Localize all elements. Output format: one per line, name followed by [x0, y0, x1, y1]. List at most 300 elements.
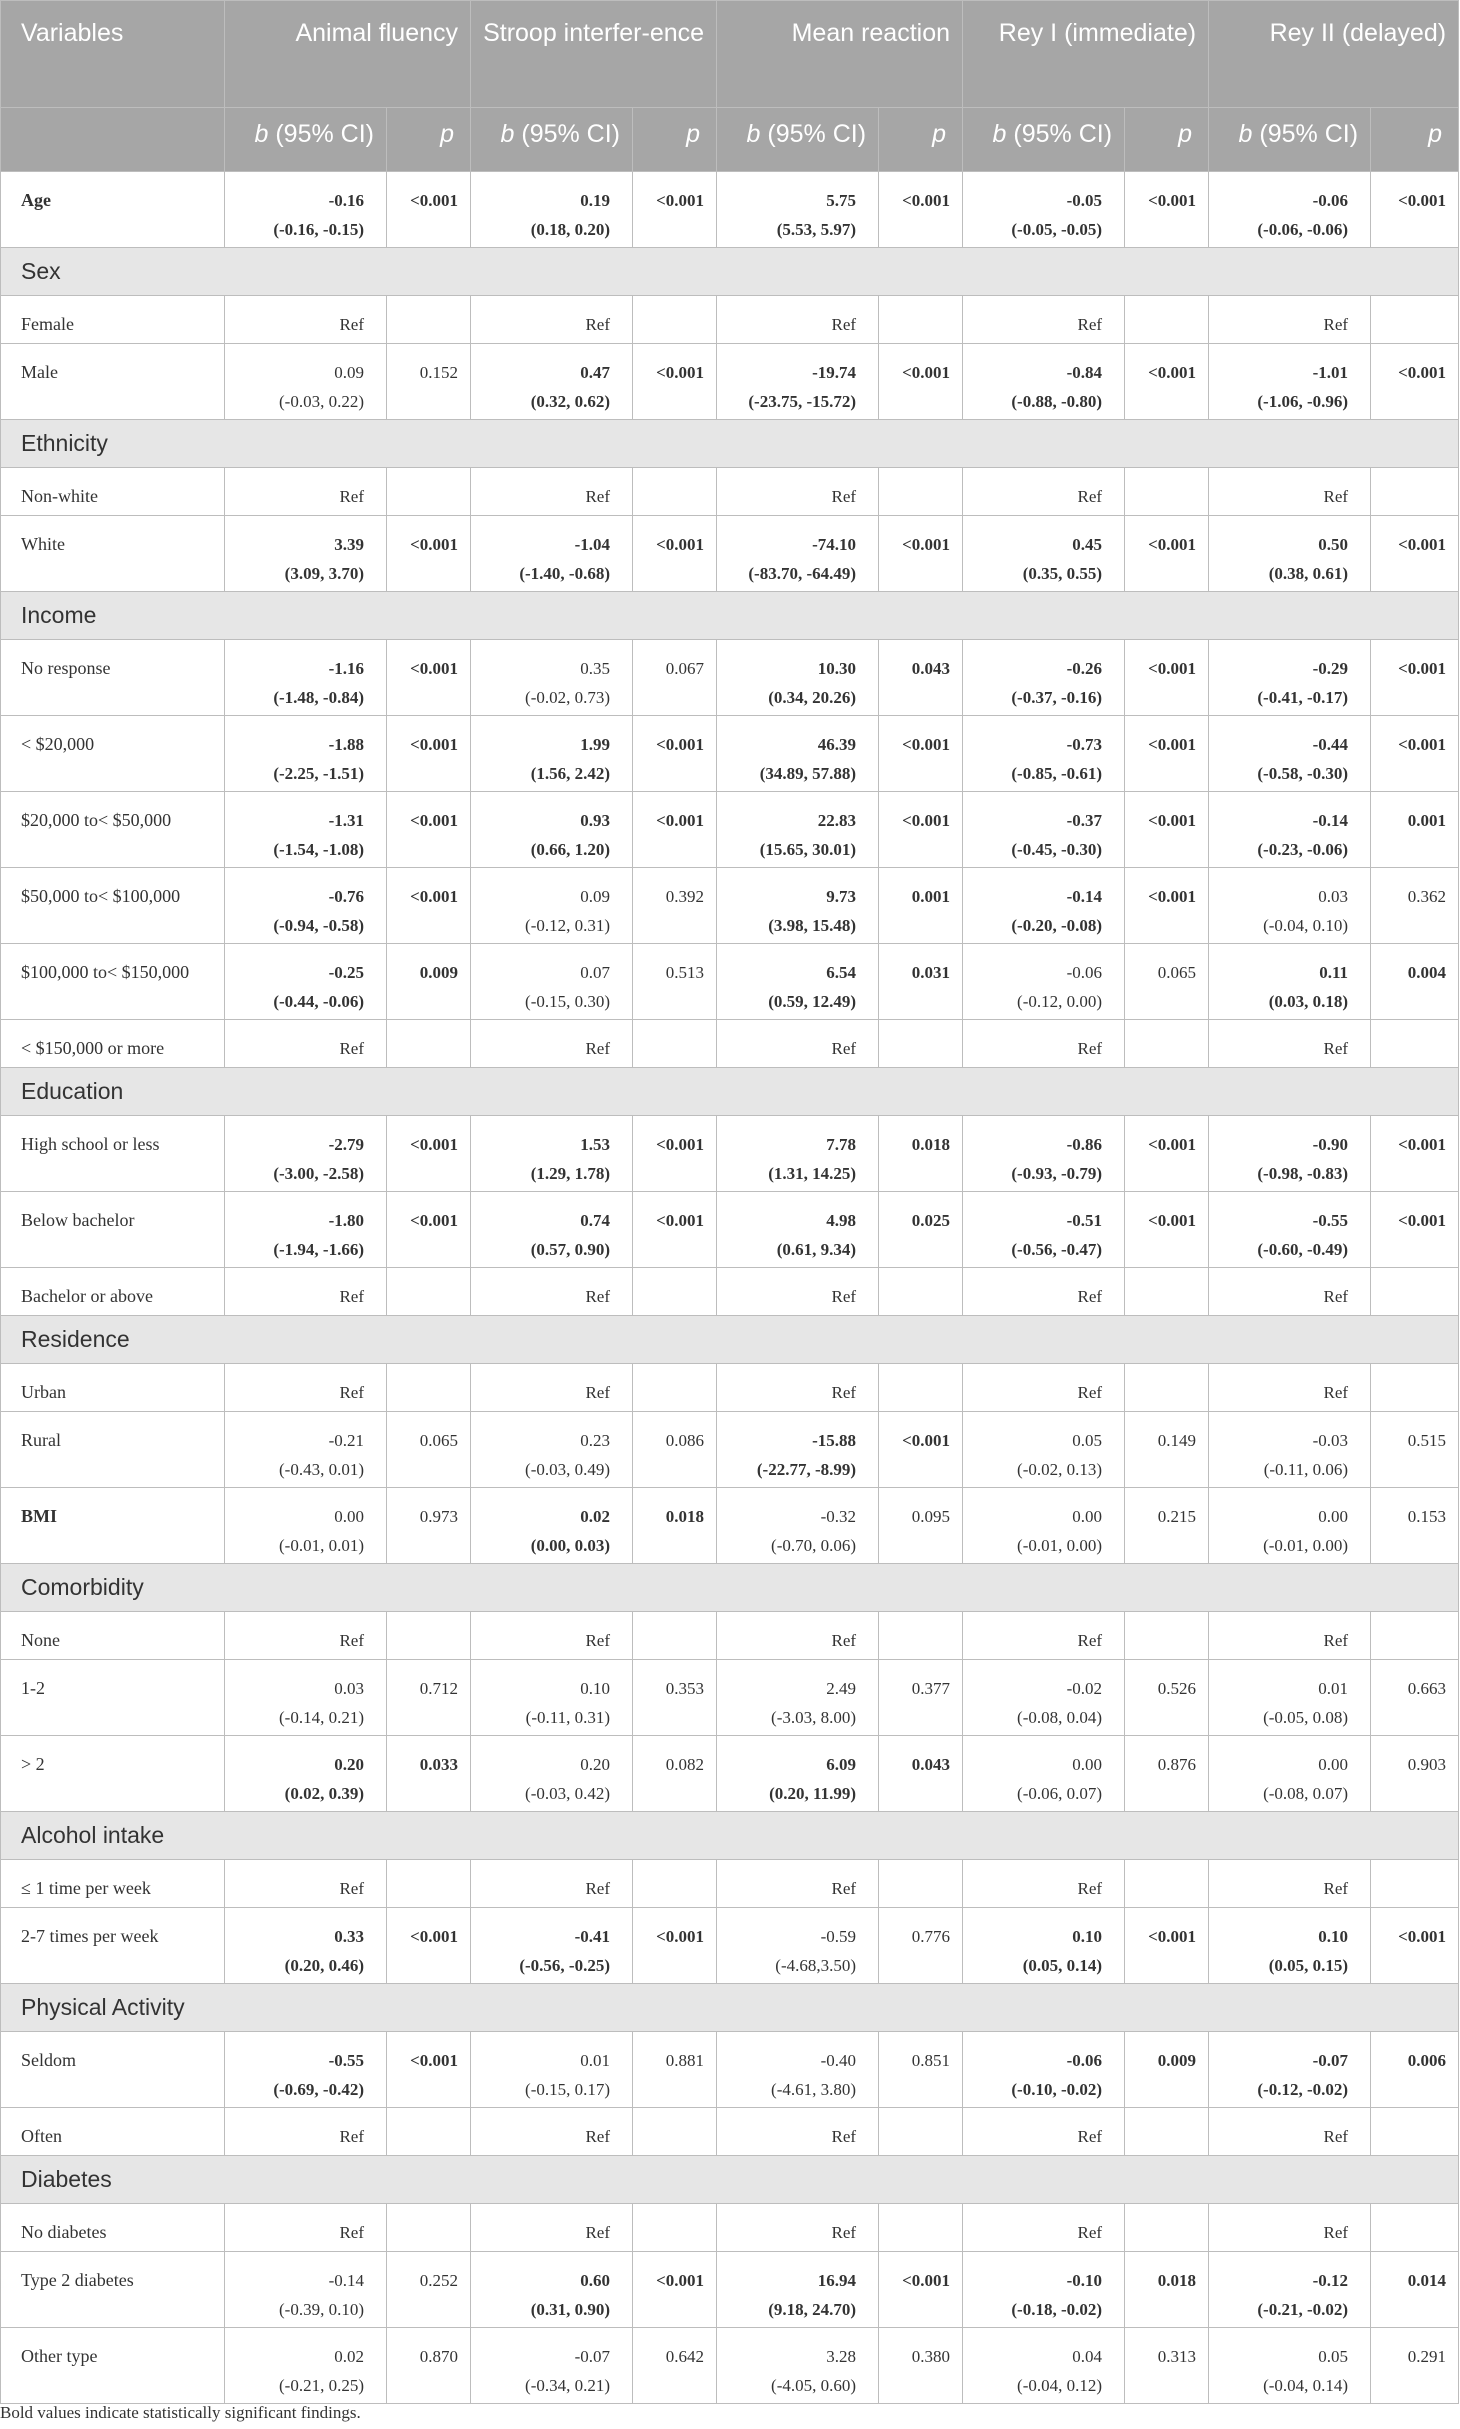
p-value-cell: <0.001 [1125, 1192, 1209, 1268]
confidence-interval: (-83.70, -64.49) [748, 564, 857, 583]
row-label: Urban [1, 1364, 225, 1412]
confidence-interval: (-0.06, -0.06) [1257, 220, 1349, 239]
table-row [1, 1660, 1459, 1736]
estimate-cell [717, 868, 879, 944]
empty-p-cell [387, 1020, 471, 1068]
p-value-cell: <0.001 [633, 1192, 717, 1268]
p-value-cell: 0.067 [633, 640, 717, 716]
section-row [1, 2156, 1459, 2204]
estimate-value: -0.14 [1066, 887, 1103, 906]
row-label: High school or less [1, 1116, 225, 1192]
estimate-cell [1209, 2328, 1371, 2404]
confidence-interval: (-0.08, 0.07) [1263, 1784, 1349, 1803]
header-p-symbol: p [1178, 120, 1193, 148]
estimate-cell [963, 1908, 1125, 1984]
estimate-value: 6.54 [826, 963, 857, 982]
confidence-interval: (0.05, 0.14) [1022, 1956, 1103, 1975]
p-value-cell: <0.001 [633, 344, 717, 420]
ref-cell: Ref [225, 1364, 387, 1412]
estimate-cell [717, 2032, 879, 2108]
section-label: Physical Activity [1, 1984, 1459, 2032]
p-value-cell: 0.526 [1125, 1660, 1209, 1736]
p-value-cell: 0.043 [879, 640, 963, 716]
estimate-value: 16.94 [817, 2271, 857, 2290]
empty-p-cell [633, 1020, 717, 1068]
p-value-cell: <0.001 [1371, 1192, 1459, 1268]
empty-p-cell [387, 296, 471, 344]
ref-cell: Ref [717, 1268, 879, 1316]
estimate-cell [717, 516, 879, 592]
confidence-interval: (1.56, 2.42) [530, 764, 611, 783]
p-value-cell: <0.001 [1125, 516, 1209, 592]
section-label: Education [1, 1068, 1459, 1116]
p-value-cell: 0.362 [1371, 868, 1459, 944]
p-value-cell: <0.001 [387, 2032, 471, 2108]
p-value-cell: 0.712 [387, 1660, 471, 1736]
header-p-value [1371, 108, 1459, 172]
estimate-value: -0.86 [1066, 1135, 1103, 1154]
ref-cell: Ref [963, 1612, 1125, 1660]
empty-p-cell [633, 1268, 717, 1316]
estimate-cell [1209, 792, 1371, 868]
ref-cell: Ref [471, 1268, 633, 1316]
ref-cell: Ref [963, 2204, 1125, 2252]
estimate-cell [471, 1660, 633, 1736]
ref-cell: Ref [471, 1860, 633, 1908]
ref-cell: Ref [963, 1364, 1125, 1412]
estimate-value: 9.73 [826, 887, 857, 906]
estimate-cell [471, 640, 633, 716]
header-p-value [879, 108, 963, 172]
confidence-interval: (0.38, 0.61) [1268, 564, 1349, 583]
estimate-cell [471, 716, 633, 792]
estimate-value: 5.75 [826, 191, 857, 210]
estimate-cell [471, 1488, 633, 1564]
estimate-cell [717, 1488, 879, 1564]
p-value-cell: 0.065 [1125, 944, 1209, 1020]
p-value-cell: <0.001 [633, 1116, 717, 1192]
header-p-value [1125, 108, 1209, 172]
header-p-symbol: p [1428, 120, 1443, 148]
p-value-cell: <0.001 [633, 516, 717, 592]
header-b-symbol: b [746, 120, 761, 148]
p-value-cell: 0.903 [1371, 1736, 1459, 1812]
confidence-interval: (-0.15, 0.17) [525, 2080, 611, 2099]
estimate-value: 0.00 [334, 1507, 364, 1526]
ref-cell: Ref [1209, 1020, 1371, 1068]
empty-p-cell [879, 1020, 963, 1068]
estimate-cell [225, 1908, 387, 1984]
p-value-cell: <0.001 [387, 516, 471, 592]
estimate-value: -0.37 [1066, 811, 1103, 830]
estimate-value: -0.14 [1312, 811, 1349, 830]
row-label: $50,000 to< $100,000 [1, 868, 225, 944]
confidence-interval: (0.35, 0.55) [1022, 564, 1103, 583]
confidence-interval: (5.53, 5.97) [776, 220, 857, 239]
estimate-cell [963, 1488, 1125, 1564]
header-ci-label: (95% CI) [760, 120, 867, 148]
estimate-value: -0.21 [328, 1431, 364, 1450]
row-label: Below bachelor [1, 1192, 225, 1268]
ref-cell: Ref [471, 1364, 633, 1412]
ref-cell: Ref [963, 1020, 1125, 1068]
estimate-value: -0.07 [1312, 2051, 1349, 2070]
confidence-interval: (-4.05, 0.60) [771, 2376, 857, 2395]
estimate-cell [963, 640, 1125, 716]
confidence-interval: (-0.11, 0.31) [525, 1708, 611, 1727]
confidence-interval: (-0.06, 0.07) [1017, 1784, 1103, 1803]
row-label: ≤ 1 time per week [1, 1860, 225, 1908]
row-label: Often [1, 2108, 225, 2156]
p-value-cell: <0.001 [387, 640, 471, 716]
estimate-cell [225, 344, 387, 420]
estimate-cell [1209, 172, 1371, 248]
confidence-interval: (-0.14, 0.21) [279, 1708, 364, 1727]
estimate-cell [471, 344, 633, 420]
empty-p-cell [879, 2108, 963, 2156]
confidence-interval: (0.66, 1.20) [530, 840, 611, 859]
p-value-cell: 0.153 [1371, 1488, 1459, 1564]
p-value-cell: 0.018 [1125, 2252, 1209, 2328]
p-value-cell: <0.001 [879, 716, 963, 792]
section-label: Residence [1, 1316, 1459, 1364]
confidence-interval: (-0.93, -0.79) [1011, 1164, 1103, 1183]
header-b-symbol: b [1238, 120, 1253, 148]
estimate-value: -0.44 [1312, 735, 1349, 754]
empty-p-cell [879, 2204, 963, 2252]
p-value-cell: 0.876 [1125, 1736, 1209, 1812]
header-outcome: Rey I (immediate) [963, 1, 1209, 108]
estimate-cell [1209, 640, 1371, 716]
p-value-cell: <0.001 [1371, 1116, 1459, 1192]
empty-p-cell [879, 1612, 963, 1660]
p-value-cell: <0.001 [879, 344, 963, 420]
empty-p-cell [1125, 1612, 1209, 1660]
confidence-interval: (-4.61, 3.80) [771, 2080, 857, 2099]
row-label: None [1, 1612, 225, 1660]
p-value-cell: 0.149 [1125, 1412, 1209, 1488]
confidence-interval: (-0.12, -0.02) [1257, 2080, 1349, 2099]
row-label: 2-7 times per week [1, 1908, 225, 1984]
estimate-cell [1209, 1488, 1371, 1564]
empty-p-cell [1125, 2204, 1209, 2252]
confidence-interval: (-0.37, -0.16) [1011, 688, 1103, 707]
estimate-cell [471, 2252, 633, 2328]
estimate-value: 0.11 [1319, 963, 1349, 982]
confidence-interval: (15.65, 30.01) [759, 840, 857, 859]
confidence-interval: (-0.39, 0.10) [279, 2300, 364, 2319]
estimate-cell [471, 1736, 633, 1812]
p-value-cell: <0.001 [1371, 640, 1459, 716]
table-row [1, 1488, 1459, 1564]
empty-p-cell [1125, 1020, 1209, 1068]
estimate-value: -0.14 [328, 2271, 364, 2290]
confidence-interval: (-0.12, 0.31) [525, 916, 611, 935]
estimate-value: 0.09 [334, 363, 364, 382]
empty-p-cell [879, 1860, 963, 1908]
estimate-value: -0.84 [1066, 363, 1103, 382]
estimate-value: 0.03 [334, 1679, 364, 1698]
confidence-interval: (-0.03, 0.49) [525, 1460, 611, 1479]
confidence-interval: (-0.12, 0.00) [1017, 992, 1103, 1011]
estimate-cell [963, 2032, 1125, 2108]
reference-row [1, 1020, 1459, 1068]
table-row [1, 2032, 1459, 2108]
estimate-cell [717, 2328, 879, 2404]
ref-cell: Ref [1209, 468, 1371, 516]
confidence-interval: (-1.06, -0.96) [1257, 392, 1349, 411]
ref-cell: Ref [1209, 1860, 1371, 1908]
estimate-value: -2.79 [328, 1135, 364, 1154]
section-row [1, 592, 1459, 640]
confidence-interval: (-0.41, -0.17) [1257, 688, 1349, 707]
ref-cell: Ref [225, 1860, 387, 1908]
estimate-cell [717, 1412, 879, 1488]
p-value-cell: 0.642 [633, 2328, 717, 2404]
ref-cell: Ref [1209, 1268, 1371, 1316]
empty-p-cell [879, 1268, 963, 1316]
header-estimate-ci [1209, 108, 1371, 172]
empty-p-cell [633, 468, 717, 516]
empty-p-cell [1125, 468, 1209, 516]
reference-row [1, 468, 1459, 516]
estimate-value: 0.93 [580, 811, 611, 830]
estimate-cell [225, 2328, 387, 2404]
p-value-cell: 0.377 [879, 1660, 963, 1736]
ref-cell: Ref [717, 1612, 879, 1660]
p-value-cell: <0.001 [879, 172, 963, 248]
p-value-cell: 0.082 [633, 1736, 717, 1812]
reference-row [1, 2108, 1459, 2156]
estimate-cell [963, 868, 1125, 944]
p-value-cell: <0.001 [1125, 172, 1209, 248]
estimate-value: 6.09 [826, 1755, 857, 1774]
estimate-value: -0.90 [1312, 1135, 1349, 1154]
confidence-interval: (-0.34, 0.21) [525, 2376, 611, 2395]
ref-cell: Ref [471, 2108, 633, 2156]
estimate-cell [1209, 344, 1371, 420]
header-estimate-ci [225, 108, 387, 172]
estimate-value: -19.74 [812, 363, 857, 382]
p-value-cell: 0.018 [633, 1488, 717, 1564]
estimate-cell [471, 1412, 633, 1488]
confidence-interval: (-0.56, -0.25) [519, 1956, 611, 1975]
confidence-interval: (-0.69, -0.42) [273, 2080, 364, 2099]
section-label: Diabetes [1, 2156, 1459, 2204]
estimate-value: 0.33 [334, 1927, 364, 1946]
empty-p-cell [633, 2204, 717, 2252]
confidence-interval: (-0.21, 0.25) [279, 2376, 364, 2395]
p-value-cell: <0.001 [633, 2252, 717, 2328]
ref-cell: Ref [963, 2108, 1125, 2156]
confidence-interval: (-0.01, 0.00) [1017, 1536, 1103, 1555]
ref-cell: Ref [963, 1268, 1125, 1316]
p-value-cell: <0.001 [1371, 1908, 1459, 1984]
estimate-value: 0.02 [580, 1507, 611, 1526]
p-value-cell: 0.006 [1371, 2032, 1459, 2108]
header-ci-label: (95% CI) [1006, 120, 1113, 148]
header-estimate-ci [717, 108, 879, 172]
estimate-cell [1209, 868, 1371, 944]
p-value-cell: <0.001 [1371, 516, 1459, 592]
estimate-cell [963, 1412, 1125, 1488]
header-blank [1, 108, 225, 172]
estimate-cell [471, 1192, 633, 1268]
estimate-cell [471, 944, 633, 1020]
section-row [1, 1316, 1459, 1364]
estimate-value: -74.10 [812, 535, 857, 554]
p-value-cell: 0.018 [879, 1116, 963, 1192]
confidence-interval: (0.05, 0.15) [1268, 1956, 1349, 1975]
row-label: Age [1, 172, 225, 248]
confidence-interval: (-0.20, -0.08) [1011, 916, 1103, 935]
estimate-cell [717, 2252, 879, 2328]
estimate-value: 3.28 [826, 2347, 857, 2366]
p-value-cell: 0.870 [387, 2328, 471, 2404]
ref-cell: Ref [225, 1268, 387, 1316]
p-value-cell: 0.776 [879, 1908, 963, 1984]
estimate-value: -1.88 [328, 735, 364, 754]
estimate-value: -15.88 [812, 1431, 857, 1450]
confidence-interval: (-3.00, -2.58) [273, 1164, 364, 1183]
reference-row [1, 1612, 1459, 1660]
confidence-interval: (-0.10, -0.02) [1011, 2080, 1103, 2099]
estimate-cell [717, 1908, 879, 1984]
row-label: Rural [1, 1412, 225, 1488]
ref-cell: Ref [1209, 2204, 1371, 2252]
empty-p-cell [1371, 2108, 1459, 2156]
p-value-cell: 0.009 [387, 944, 471, 1020]
estimate-value: -0.73 [1066, 735, 1103, 754]
estimate-cell [963, 1660, 1125, 1736]
confidence-interval: (-0.60, -0.49) [1257, 1240, 1349, 1259]
confidence-interval: (0.02, 0.39) [284, 1784, 364, 1803]
confidence-interval: (-0.04, 0.10) [1263, 916, 1349, 935]
row-label: White [1, 516, 225, 592]
confidence-interval: (3.98, 15.48) [768, 916, 857, 935]
header-outcome: Rey II (delayed) [1209, 1, 1459, 108]
estimate-cell [225, 1116, 387, 1192]
table-row [1, 868, 1459, 944]
estimate-value: 7.78 [826, 1135, 857, 1154]
estimate-cell [225, 172, 387, 248]
ref-cell: Ref [225, 2108, 387, 2156]
p-value-cell: <0.001 [387, 1192, 471, 1268]
confidence-interval: (0.31, 0.90) [530, 2300, 611, 2319]
estimate-value: 0.50 [1318, 535, 1349, 554]
empty-p-cell [1371, 2204, 1459, 2252]
estimate-value: -1.31 [328, 811, 364, 830]
row-label: No diabetes [1, 2204, 225, 2252]
p-value-cell: <0.001 [1125, 344, 1209, 420]
estimate-value: -1.04 [574, 535, 611, 554]
confidence-interval: (0.20, 0.46) [284, 1956, 364, 1975]
ref-cell: Ref [1209, 2108, 1371, 2156]
p-value-cell: 0.215 [1125, 1488, 1209, 1564]
confidence-interval: (-0.18, -0.02) [1011, 2300, 1103, 2319]
estimate-cell [717, 1116, 879, 1192]
empty-p-cell [1371, 468, 1459, 516]
estimate-value: -0.06 [1312, 191, 1349, 210]
ref-cell: Ref [225, 2204, 387, 2252]
row-label: > 2 [1, 1736, 225, 1812]
estimate-cell [963, 716, 1125, 792]
estimate-cell [471, 1908, 633, 1984]
ref-cell: Ref [717, 1364, 879, 1412]
estimate-cell [225, 868, 387, 944]
estimate-value: -0.10 [1066, 2271, 1103, 2290]
p-value-cell: 0.881 [633, 2032, 717, 2108]
estimate-value: 0.05 [1318, 2347, 1349, 2366]
confidence-interval: (-0.05, 0.08) [1263, 1708, 1349, 1727]
confidence-interval: (-0.05, -0.05) [1011, 220, 1103, 239]
p-value-cell: 0.014 [1371, 2252, 1459, 2328]
estimate-cell [225, 1660, 387, 1736]
estimate-value: 0.19 [580, 191, 611, 210]
estimate-value: -0.07 [574, 2347, 611, 2366]
estimate-value: -0.06 [1066, 2051, 1103, 2070]
header-outcome: Mean reaction [717, 1, 963, 108]
p-value-cell: <0.001 [879, 2252, 963, 2328]
p-value-cell: 0.252 [387, 2252, 471, 2328]
confidence-interval: (-1.54, -1.08) [273, 840, 364, 859]
estimate-value: -0.06 [1066, 963, 1103, 982]
estimate-value: 0.74 [580, 1211, 611, 1230]
estimate-value: 1.99 [580, 735, 611, 754]
p-value-cell: <0.001 [1125, 1116, 1209, 1192]
estimate-value: -0.55 [328, 2051, 364, 2070]
estimate-cell [471, 2328, 633, 2404]
estimate-cell [471, 516, 633, 592]
estimate-cell [471, 792, 633, 868]
empty-p-cell [1371, 1020, 1459, 1068]
estimate-cell [1209, 1736, 1371, 1812]
p-value-cell: <0.001 [1371, 172, 1459, 248]
section-row [1, 1984, 1459, 2032]
header-p-value [633, 108, 717, 172]
ref-cell: Ref [225, 296, 387, 344]
row-label: Female [1, 296, 225, 344]
section-label: Alcohol intake [1, 1812, 1459, 1860]
p-value-cell: <0.001 [633, 792, 717, 868]
table-row [1, 1192, 1459, 1268]
header-row-outcomes [1, 1, 1459, 108]
p-value-cell: <0.001 [879, 516, 963, 592]
confidence-interval: (-0.23, -0.06) [1257, 840, 1349, 859]
estimate-cell [1209, 2252, 1371, 2328]
header-ci-label: (95% CI) [514, 120, 621, 148]
confidence-interval: (0.00, 0.03) [530, 1536, 611, 1555]
p-value-cell: 0.973 [387, 1488, 471, 1564]
confidence-interval: (0.03, 0.18) [1268, 992, 1349, 1011]
estimate-value: -0.40 [820, 2051, 857, 2070]
empty-p-cell [1125, 1364, 1209, 1412]
estimate-cell [1209, 716, 1371, 792]
header-estimate-ci [471, 108, 633, 172]
estimate-value: 0.07 [580, 963, 611, 982]
confidence-interval: (-0.03, 0.42) [525, 1784, 611, 1803]
table-row [1, 716, 1459, 792]
section-label: Sex [1, 248, 1459, 296]
p-value-cell: 0.152 [387, 344, 471, 420]
empty-p-cell [387, 2108, 471, 2156]
estimate-value: -0.12 [1312, 2271, 1349, 2290]
estimate-cell [963, 516, 1125, 592]
p-value-cell: <0.001 [387, 1908, 471, 1984]
header-p-symbol: p [440, 120, 455, 148]
estimate-cell [1209, 1660, 1371, 1736]
estimate-value: 0.00 [1318, 1507, 1349, 1526]
